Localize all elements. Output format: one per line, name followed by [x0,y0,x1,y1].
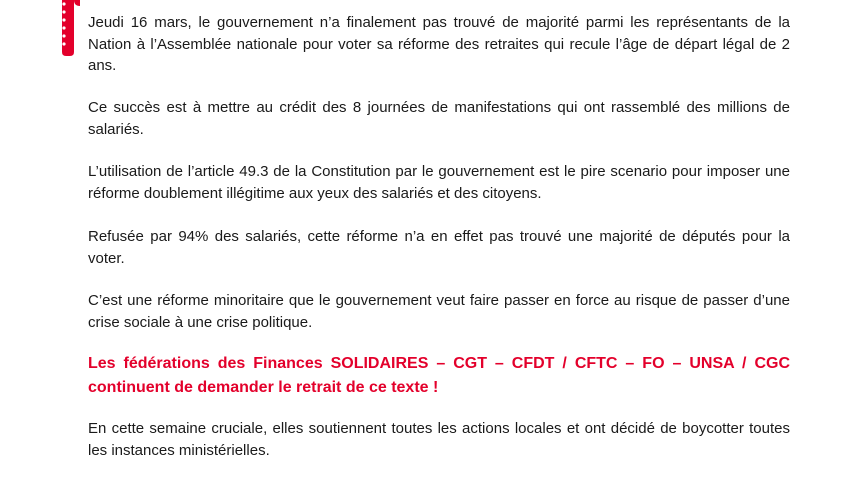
paragraph-boycott: En cette semaine cruciale, elles soutiennent toutes les actions locales et ont décidé de boycotter toutes les instances ministérielles. [88,420,790,459]
paragraph-minority-reform: C’est une réforme minoritaire que le gouvernement veut faire passer en force au risque de passer d’une crise sociale à une crise politique. [88,292,790,331]
red-stamp-edge-icon [62,0,80,56]
paragraph-refusal-rate: Refusée par 94% des salariés, cette réforme n’a en effet pas trouvé une majorité de députés pour la voter. [88,228,790,267]
paragraph-vote-failure: Jeudi 16 mars, le gouvernement n’a finalement pas trouvé de majorité parmi les représentants de la Nation à l’Assemblée nationale pour voter sa réforme des retraites qui recule l’âge de départ légal de 2 ans. [88,14,790,74]
paragraph-mobilisation-success: Ce succès est à mettre au crédit des 8 journées de manifestations qui ont rassemblé des millions de salariés. [88,99,790,138]
federations-headline: Les fédérations des Finances SOLIDAIRES – CGT – CFDT / CFTC – FO – UNSA / CGC continuent de demander le retrait de ce texte ! [88,355,790,396]
paragraph-article-49-3: L’utilisation de l’article 49.3 de la Constitution par le gouvernement est le pire scenario pour imposer une réforme doublement illégitime aux yeux des salariés et des citoyens. [88,163,790,202]
